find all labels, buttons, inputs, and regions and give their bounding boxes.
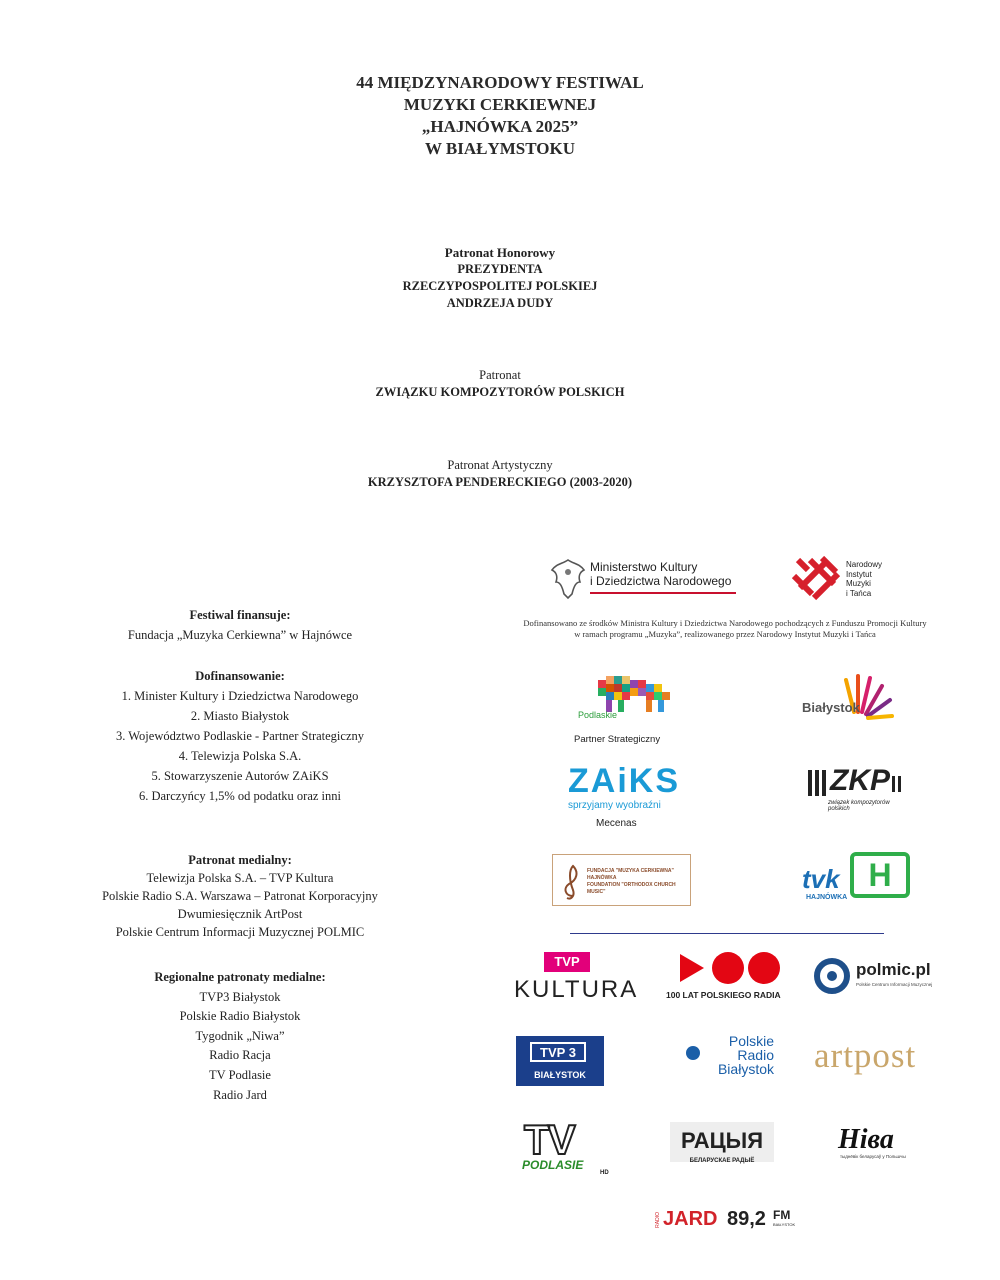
tv-podlasie-logo	[520, 1116, 612, 1180]
zkp-wordmark: ZKP	[830, 764, 890, 797]
artistic-patronage	[0, 457, 1000, 491]
radio-100-caption: 100 LAT POLSKIEGO RADIA	[666, 990, 781, 1000]
zkp-logo	[808, 764, 908, 810]
partner-caption: Partner Strategiczny	[574, 734, 661, 745]
eagle-emblem-icon	[548, 556, 588, 600]
patronage-name: ZWIĄZKU KOMPOZYTORÓW POLSKICH	[375, 385, 625, 399]
patronage	[0, 367, 1000, 401]
fundacja-line-2: HAJNÓWKA	[587, 875, 617, 881]
list-item: 1. Minister Kultury i Dziedzictwa Narodowego	[121, 689, 359, 703]
bialystok-name: Białystok	[802, 700, 860, 715]
niva-wordmark: Ніва	[838, 1124, 894, 1155]
polskie-radio-100-logo	[666, 950, 790, 1002]
list-item: 2. Miasto Białystok	[190, 709, 290, 723]
jard-radio-label: RADIO	[655, 1212, 661, 1228]
fundacja-line-1: FUNDACJA "MUZYKA CERKIEWNA"	[587, 868, 674, 874]
financing-section	[60, 605, 420, 645]
mecenas-caption: Mecenas	[596, 818, 637, 829]
title-line-4: W BIAŁYMSTOKU	[424, 139, 576, 158]
list-item: Dwumiesięcznik ArtPost	[177, 907, 303, 921]
zaiks-tagline: sprzyjamy wyobraźni	[568, 800, 661, 811]
racja-wordmark: РАЦЫЯ	[680, 1128, 764, 1153]
title-line-2: MUZYKI CERKIEWNEJ	[403, 95, 597, 114]
financing-text: Fundacja „Muzyka Cerkiewna” w Hajnówce	[127, 628, 353, 642]
zkp-bars-icon	[808, 768, 828, 798]
fundacja-line-3: FOUNDATION "ORTHODOX CHURCH MUSIC"	[587, 882, 676, 895]
nimit-line-4: i Tańca	[846, 588, 872, 598]
polskie-radio-bialystok-logo	[684, 1034, 774, 1082]
nimit-mark-icon	[792, 556, 840, 604]
jard-wordmark: JARD	[663, 1208, 718, 1230]
artistic-label: Patronat Artystyczny	[447, 458, 553, 472]
list-item: Tygodnik „Niwa”	[195, 1028, 285, 1043]
list-item: 6. Darczyńcy 1,5% od podatku oraz inni	[138, 789, 342, 803]
racja-subtitle: БЕЛАРУСКАЕ РАДЫЁ	[689, 1158, 755, 1164]
honorary-line-2: RZECZYPOSPOLITEJ POLSKIEJ	[402, 279, 598, 293]
cofinancing-section	[60, 666, 420, 806]
tvk-subtitle: HAJNÓWKA	[806, 894, 848, 901]
festival-title	[0, 72, 1000, 160]
title-line-3: „HAJNÓWKA 2025”	[421, 117, 579, 136]
zkp-subtitle: związek kompozytorów polskich	[828, 800, 890, 812]
tv-podlasie-tv: TV	[524, 1116, 574, 1163]
ministry-red-rule	[590, 592, 736, 594]
treble-clef-icon	[559, 860, 585, 900]
list-item: 4. Telewizja Polska S.A.	[178, 749, 302, 763]
list-item: Radio Racja	[209, 1048, 271, 1063]
honorary-line-1: PREZYDENTA	[457, 262, 543, 276]
ministry-name-line-2: i Dziedzictwa Narodowego	[590, 574, 732, 588]
tvp3-subtitle: BIAŁYSTOK	[534, 1070, 586, 1080]
nimit-line-2: Instytut	[846, 569, 872, 579]
polmic-subtitle: Polskie Centrum Informacji Muzycznej	[856, 982, 933, 987]
nimit-line-3: Muzyki	[846, 579, 871, 588]
kultura-wordmark: KULTURA	[514, 976, 639, 1003]
media-heading: Patronat medialny:	[188, 853, 292, 867]
tvp3-badge: TVP 3	[530, 1042, 586, 1062]
list-item: 5. Stowarzyszenie Autorów ZAiKS	[151, 769, 329, 783]
list-item: Radio Jard	[213, 1087, 267, 1102]
tv-podlasie-hd: HD	[600, 1170, 609, 1176]
tvk-wordmark: tvk	[802, 864, 840, 894]
polmic-wordmark: polmic.pl	[856, 960, 931, 979]
honorary-line-3: ANDRZEJA DUDY	[446, 296, 554, 310]
tvk-h-badge: H	[850, 852, 910, 898]
tvk-hajnowka-logo	[802, 850, 914, 906]
artpost-logo	[814, 1036, 940, 1080]
tvp-badge: TVP	[544, 952, 590, 972]
fundacja-logo	[552, 854, 691, 906]
artpost-wordmark: artpost	[814, 1036, 917, 1075]
funding-note-line-2: w ramach programu „Muzyka”, realizowanego przez Narodowy Instytut Muzyki i Tańca	[574, 629, 876, 639]
regional-heading: Regionalne patronaty medialne:	[154, 970, 326, 984]
zaiks-wordmark: ZAiKS	[568, 762, 680, 800]
list-item: 3. Województwo Podlaskie - Partner Strategiczny	[115, 729, 364, 743]
honorary-patronage	[0, 244, 1000, 312]
list-item: Polskie Centrum Informacji Muzycznej POLMIC	[115, 925, 365, 939]
cofinancing-heading: Dofinansowanie:	[195, 669, 285, 683]
polmic-ring-icon	[814, 958, 850, 994]
divider-rule	[570, 933, 884, 934]
list-item: Telewizja Polska S.A. – TVP Kultura	[146, 871, 334, 885]
tvp3-bialystok-logo	[516, 1036, 604, 1086]
bialystok-logo	[802, 672, 902, 728]
zkp-small-bars-icon	[892, 776, 904, 796]
artistic-name: KRZYSZTOFA PENDERECKIEGO (2003-2020)	[367, 475, 633, 489]
ministry-name-line-1: Ministerstwo Kultury	[590, 560, 698, 574]
tv-podlasie-name: PODLASIE	[522, 1158, 584, 1172]
funding-note	[500, 618, 950, 640]
podlaskie-name: Podlaskie	[578, 710, 618, 720]
jard-frequency: 89,2	[727, 1208, 766, 1230]
list-item: Polskie Radio Białystok	[179, 1009, 301, 1024]
jard-city: BIAŁYSTOK	[773, 1222, 796, 1227]
jard-fm: FM	[773, 1208, 791, 1222]
regional-section	[60, 968, 420, 1105]
prb-line-3: Białystok	[717, 1061, 774, 1077]
honorary-label: Patronat Honorowy	[444, 245, 556, 260]
media-section	[60, 851, 420, 941]
radio-jard-logo	[655, 1208, 805, 1238]
nimit-logo	[792, 556, 902, 604]
title-line-1: 44 MIĘDZYNARODOWY FESTIWAL	[356, 73, 644, 92]
patronage-label: Patronat	[479, 368, 521, 382]
nimit-line-1: Narodowy	[846, 560, 883, 569]
radio-100-mark-icon	[678, 950, 788, 986]
niva-subtitle: тыднёвік беларусаў у Польшчы	[840, 1154, 906, 1159]
list-item: TV Podlasie	[209, 1067, 271, 1082]
funding-note-line-1: Dofinansowano ze środków Ministra Kultury i Dziedzictwa Narodowego pochodzących z Funduszu Promocji Kultury	[523, 618, 927, 628]
tvp-kultura-logo	[514, 952, 639, 1004]
financing-heading: Festiwal finansuje:	[189, 608, 291, 622]
zaiks-logo	[566, 762, 680, 832]
niva-logo	[838, 1124, 924, 1164]
prb-line-2: Radio	[737, 1047, 774, 1063]
list-item: Polskie Radio S.A. Warszawa – Patronat Korporacyjny	[102, 889, 378, 903]
list-item: TVP3 Białystok	[199, 989, 281, 1004]
podlaskie-logo	[568, 672, 678, 750]
prb-line-1: Polskie	[728, 1033, 774, 1049]
ministry-logo	[548, 556, 738, 602]
radio-racja-logo	[670, 1122, 774, 1172]
polmic-logo	[814, 956, 934, 996]
radio-waves-icon	[684, 1044, 702, 1062]
